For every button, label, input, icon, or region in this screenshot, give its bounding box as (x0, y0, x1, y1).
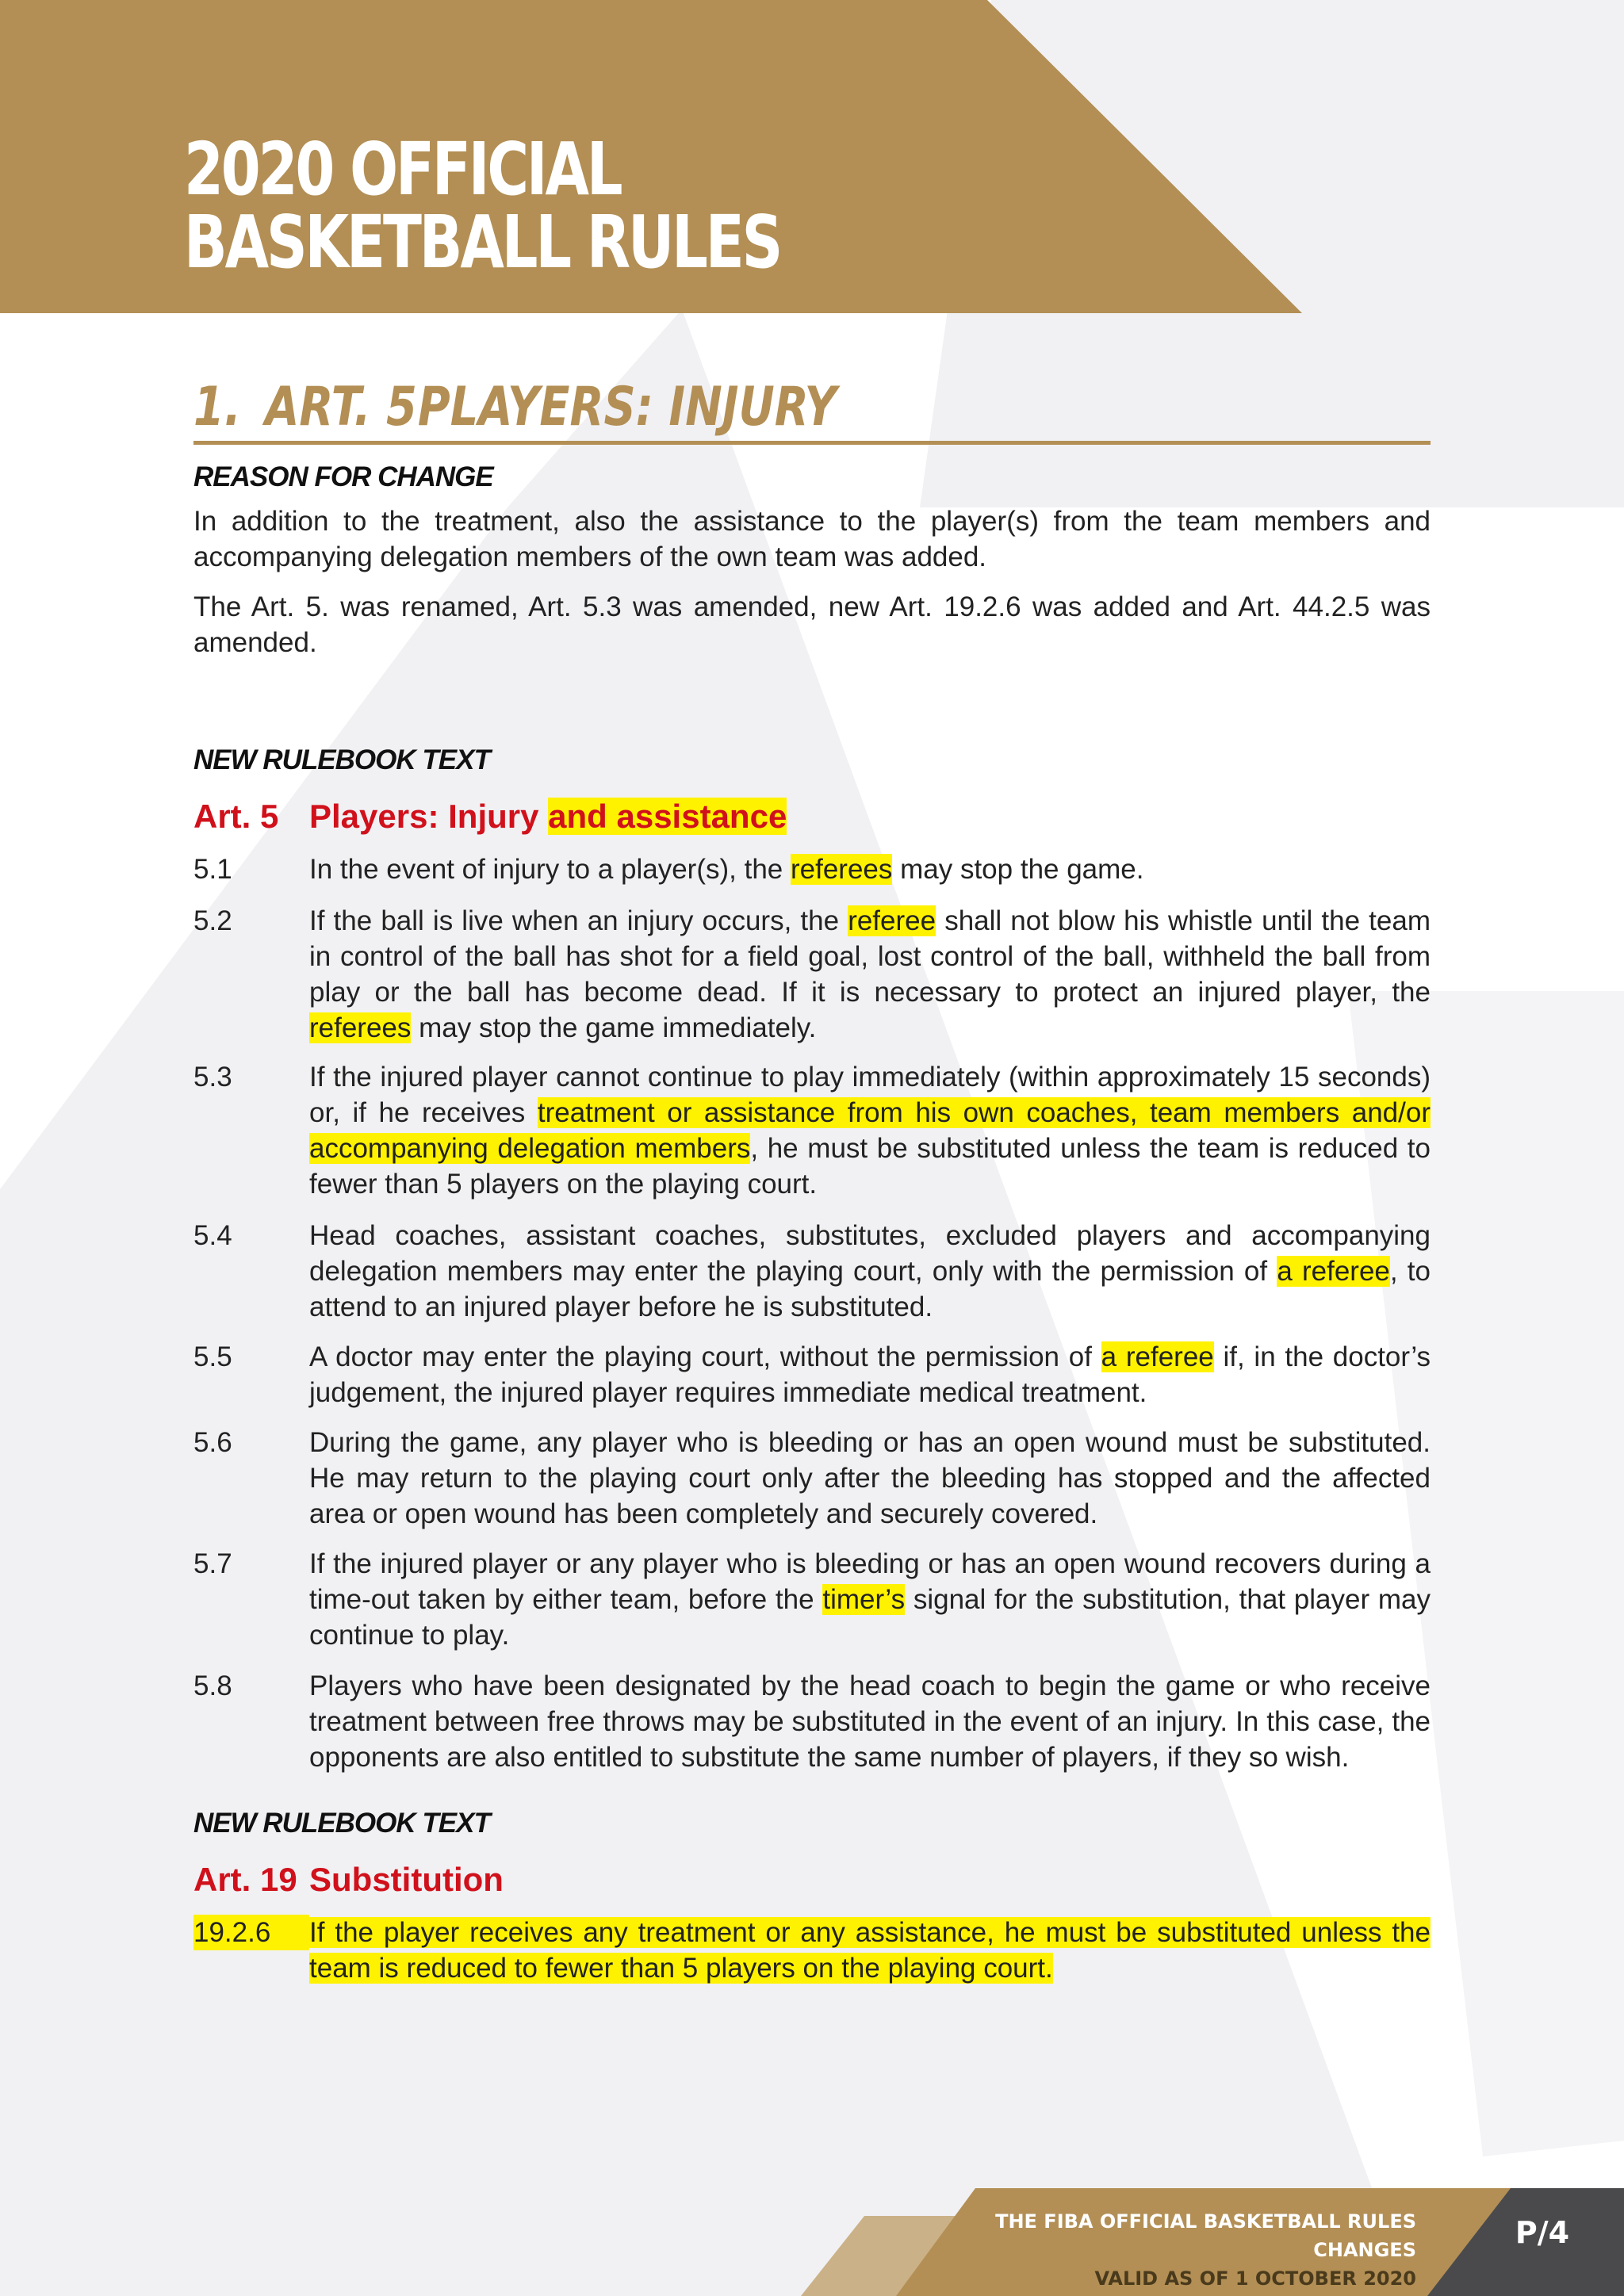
highlight: referee (848, 905, 936, 936)
article-19-heading (193, 1858, 504, 1901)
highlight: a referee (1101, 1341, 1214, 1372)
banner-title (184, 127, 926, 285)
rule-5-8 (193, 1668, 1431, 1775)
section-title: PLAYERS: INJURY (417, 376, 837, 438)
rule-number: 5.7 (193, 1548, 232, 1579)
rule-text (309, 1915, 1431, 1986)
footer-line2: VALID AS OF 1 OCTOBER 2020 (1094, 2267, 1416, 2290)
article-19-number: Art. 19 (193, 1861, 297, 1898)
highlight: If the player receives any treatment or any assistance, he must be substituted unless the team is reduced to fewer than 5 players on the playing court. (309, 1917, 1431, 1984)
article-19-title: Substitution (309, 1861, 504, 1898)
page-number: P/4 (1515, 2215, 1570, 2250)
reason-paragraph-1: In addition to the treatment, also the assistance to the player(s) from the team members and accompanying delegation members of the own team was added. (193, 506, 1431, 572)
rule-text: If the injured player cannot continue to play immediately (within approximately 15 seconds) or, if he receives treatment or assistance from his own coaches, team members and/or accompanying delegation members, he must be substituted unless the team is reduced to fewer than 5 players on the playing court. (309, 1062, 1431, 1200)
rule-number: 5.1 (193, 854, 232, 885)
rule-number: 5.3 (193, 1062, 232, 1093)
rule-number: 5.8 (193, 1670, 232, 1701)
new-rulebook-heading-1: NEW RULEBOOK TEXT (193, 744, 490, 775)
article-5-title-highlight: and assistance (548, 798, 787, 835)
rule-number: 5.4 (193, 1220, 232, 1251)
rule-5-5 (193, 1339, 1431, 1410)
section-number: 1. (193, 376, 241, 438)
reason-paragraph-2: The Art. 5. was renamed, Art. 5.3 was amended, new Art. 19.2.6 was added and Art. 44.2.5 was amended. (193, 591, 1431, 658)
section-article: ART. 5 (265, 376, 417, 438)
highlight: treatment or assistance from his own coaches, team members and/or accompanying delegation members (309, 1097, 1431, 1164)
rule-5-4 (193, 1218, 1431, 1325)
article-5-heading (193, 795, 787, 838)
reason-heading: REASON FOR CHANGE (193, 461, 493, 492)
rule-5-2 (193, 903, 1431, 1046)
highlight: referees (790, 854, 893, 885)
rule-text: A doctor may enter the playing court, without the permission of a referee if, in the doctor’s judgement, the injured player requires immediate medical treatment. (309, 1341, 1431, 1408)
new-rulebook-heading-2: NEW RULEBOOK TEXT (193, 1808, 490, 1839)
rule-text: If the ball is live when an injury occurs, the referee shall not blow his whistle until the team in control of the ball has shot for a field goal, lost control of the ball, withheld the ball from play or the ball has become dead. If it is necessary to protect an injured player, the referees may stop the game immediately. (309, 905, 1431, 1043)
rule-text: In the event of injury to a player(s), the referees may stop the game. (309, 854, 1144, 885)
footer-text (888, 2207, 1416, 2293)
rule-text: During the game, any player who is bleeding or has an open wound must be substituted. He may return to the playing court only after the bleeding has stopped and the affected area or open wound has been completely and securely covered. (309, 1427, 1431, 1529)
rule-text: If the injured player or any player who is bleeding or has an open wound recovers during a time-out taken by either team, before the timer’s signal for the substitution, that player may continue to play. (309, 1548, 1431, 1651)
rule-number: 5.5 (193, 1341, 232, 1372)
highlight: referees (309, 1012, 412, 1043)
article-5-number: Art. 5 (193, 798, 279, 835)
footer-line1: THE FIBA OFFICIAL BASKETBALL RULES CHANGES (995, 2210, 1416, 2261)
rule-5-1 (193, 851, 1431, 887)
rule-19-2-6 (193, 1915, 1431, 1986)
rule-number: 5.2 (193, 905, 232, 936)
rule-5-7 (193, 1546, 1431, 1653)
rule-text: Players who have been designated by the head coach to begin the game or who receive treatment between free throws may be substituted in the event of an injury. In this case, the opponents are also entitled to substitute the same number of players, if they so wish. (309, 1670, 1431, 1773)
rule-number: 19.2.6 (193, 1915, 309, 1950)
rule-number: 5.6 (193, 1427, 232, 1458)
rule-5-3 (193, 1059, 1431, 1202)
highlight: a referee (1277, 1256, 1390, 1287)
article-5-title: Players: Injury (309, 798, 549, 835)
banner-title-line1: 2020 OFFICIAL (184, 127, 621, 212)
section-heading (193, 374, 1431, 445)
highlight: timer’s (822, 1584, 906, 1615)
rule-5-6 (193, 1425, 1431, 1532)
rule-text: Head coaches, assistant coaches, substitutes, excluded players and accompanying delegation members may enter the playing court, only with the permission of a referee, to attend to an injured player before he is substituted. (309, 1220, 1431, 1322)
banner-title-line2: BASKETBALL RULES (184, 200, 781, 285)
